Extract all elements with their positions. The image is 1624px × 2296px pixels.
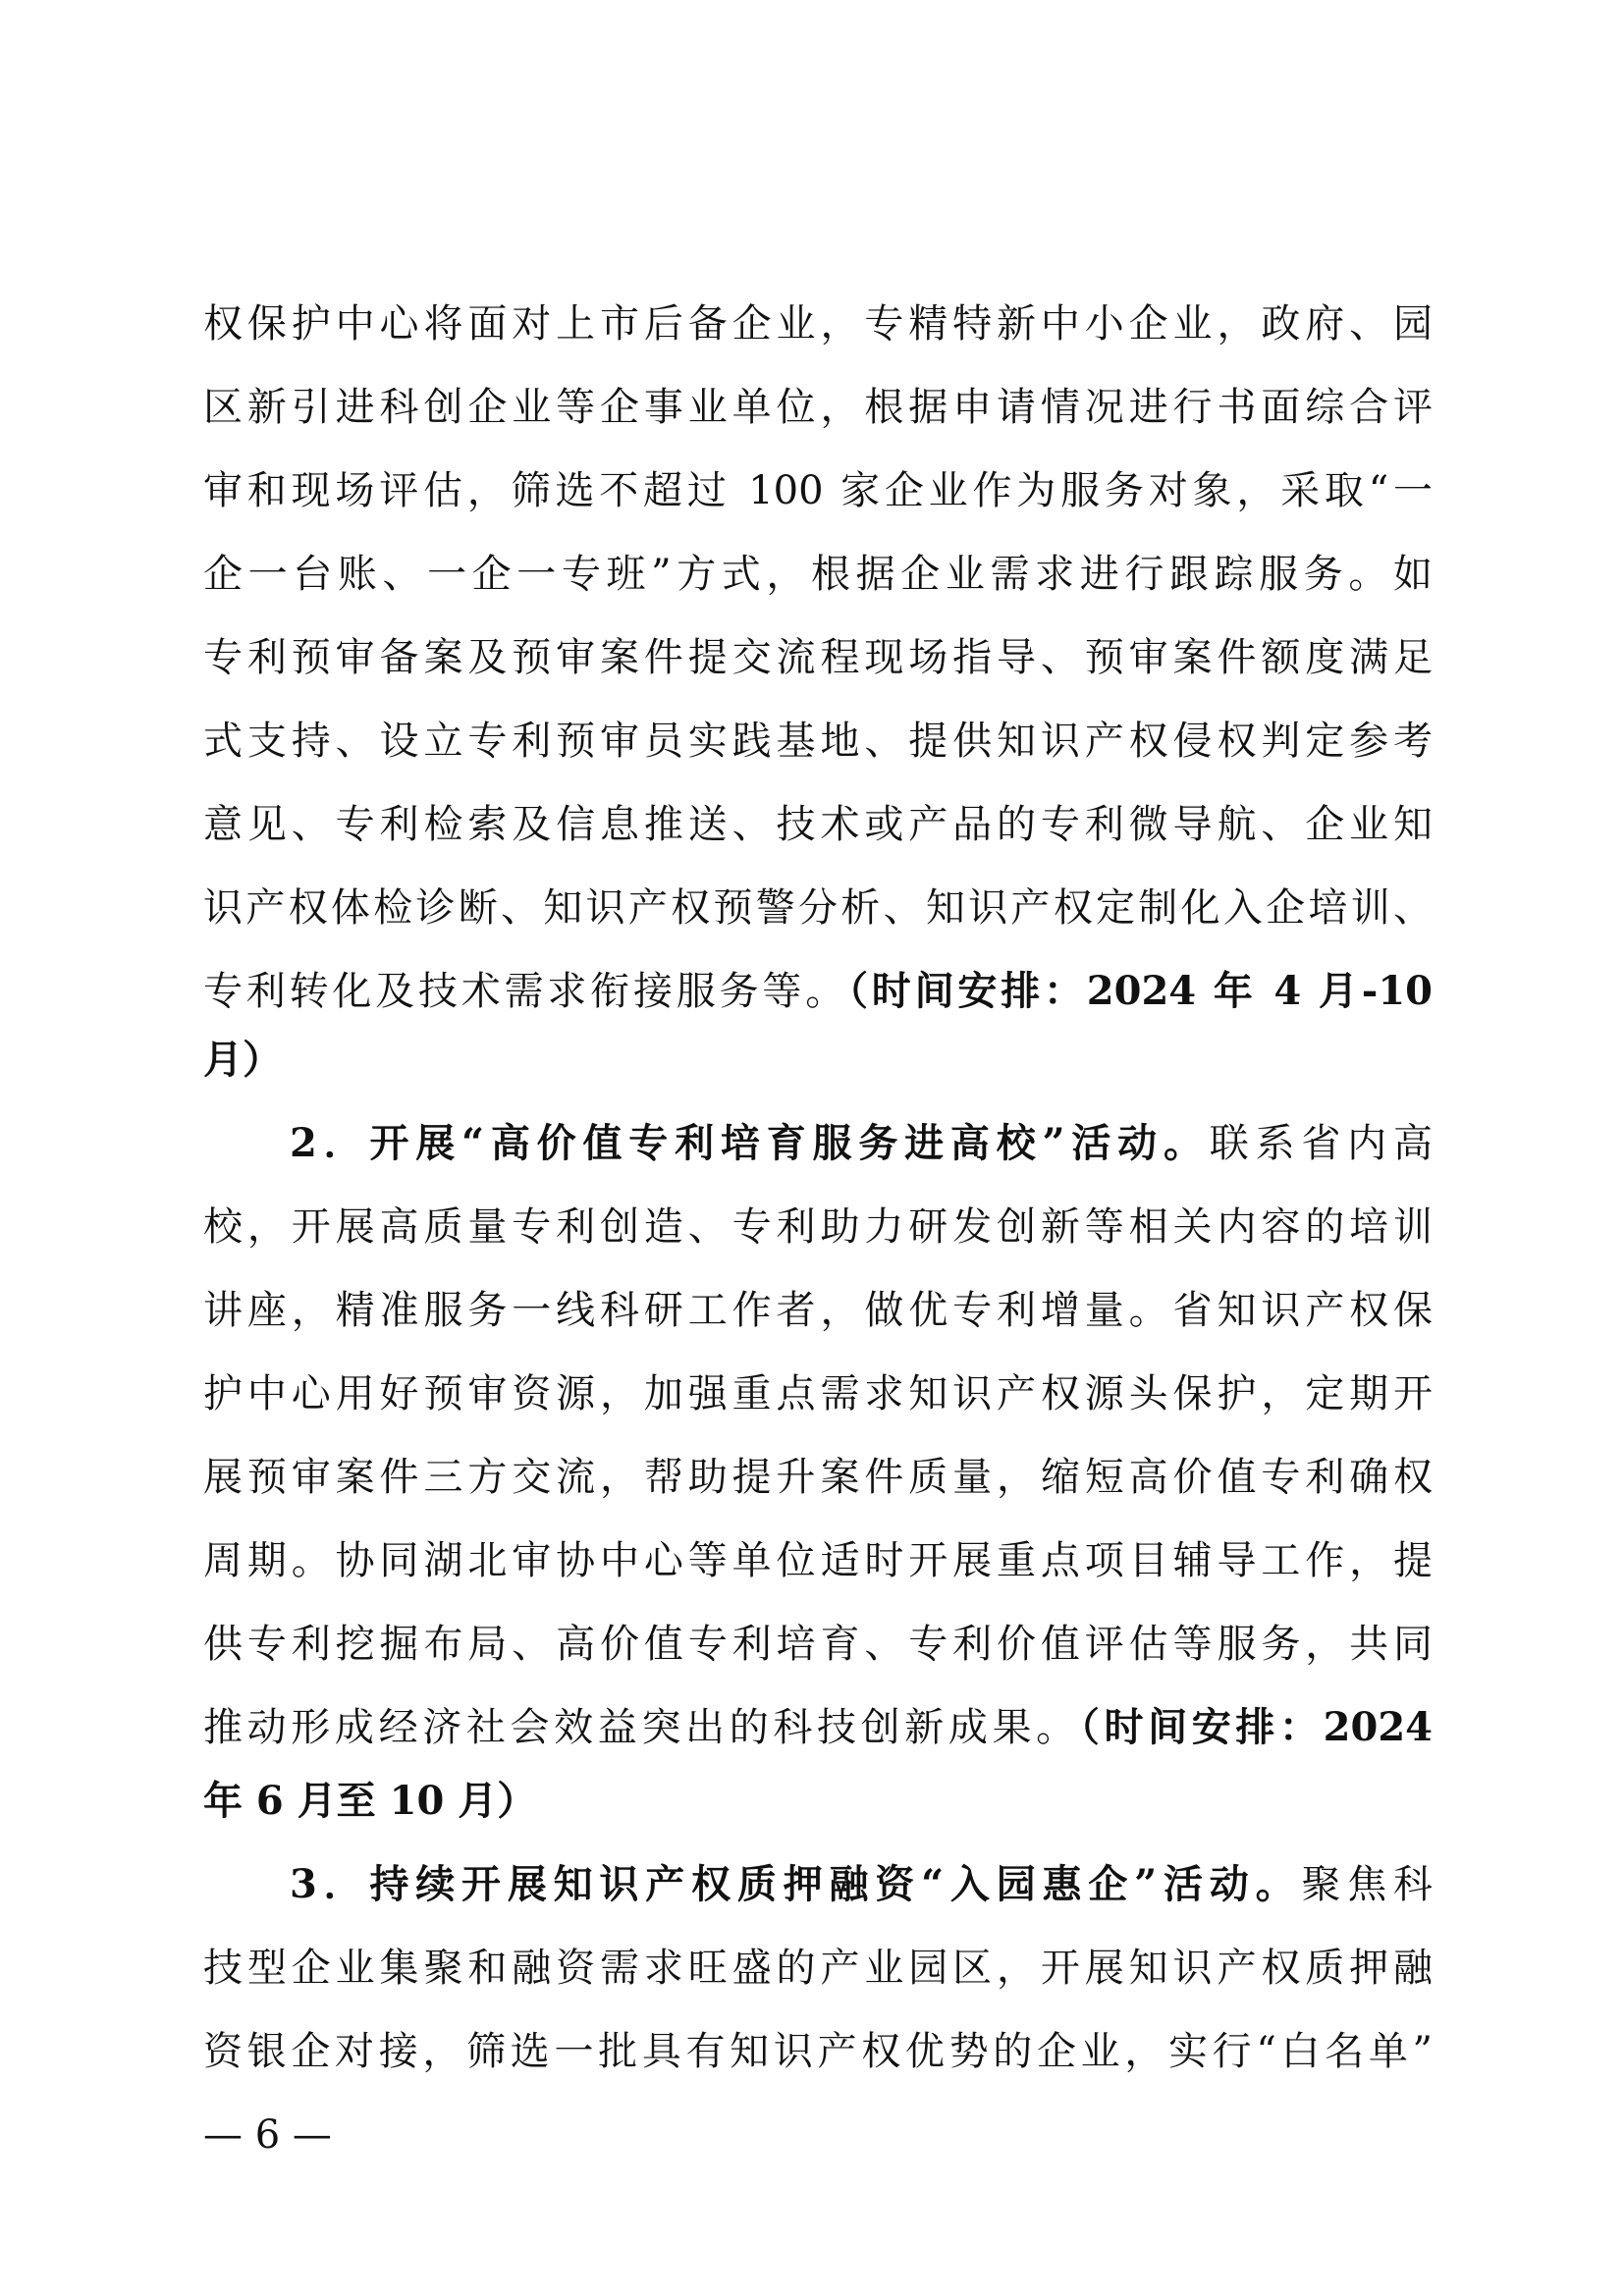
body-line (203, 1698, 1433, 1757)
body-line: 审和现场评估，筛选不超过 100 家企业作为服务对象，采取“一 (203, 468, 1433, 513)
body-line: 校，开展高质量专利创造、专利助力研发创新等相关内容的培训 (203, 1204, 1433, 1250)
body-line: 企一台账、一企一专班”方式，根据企业需求进行跟踪服务。如 (203, 552, 1433, 597)
body-line: 护中心用好预审资源，加强重点需求知识产权源头保护，定期开 (203, 1371, 1433, 1416)
section-heading-3: 3．持续开展知识产权质押融资“入园惠企”活动。 (290, 1861, 1302, 1907)
body-text: 推动形成经济社会效益突出的科技创新成果。 (203, 1705, 1080, 1750)
body-line: 周期。协同湖北审协中心等单位适时开展重点项目辅导工作，提 (203, 1538, 1433, 1583)
timeline-text: （时间安排：2024 (1079, 1704, 1434, 1750)
page-number: — 6 — (203, 2112, 332, 2158)
body-line (203, 962, 1433, 1021)
body-line: 专利预审备案及预审案件提交流程现场指导、预审案件额度满足 (203, 635, 1433, 680)
body-line (203, 1772, 1433, 1831)
section-heading-2: 2．开展“高价值专利培育服务进高校”活动。 (290, 1120, 1210, 1166)
timeline-text: 年 6 月至 10 月） (203, 1778, 537, 1824)
body-text: 专利转化及技术需求衔接服务等。 (203, 969, 848, 1014)
body-line: 识产权体检诊断、知识产权预警分析、知识产权定制化入企培训、 (203, 885, 1433, 931)
body-line: 展预审案件三方交流，帮助提升案件质量，缩短高价值专利确权 (203, 1455, 1433, 1500)
body-line: 技型企业集聚和融资需求旺盛的产业园区，开展知识产权质押融 (203, 1946, 1433, 1991)
timeline-text: （时间安排：2024 年 4 月-10 (848, 968, 1434, 1014)
body-line: 式支持、设立专利预审员实践基地、提供知识产权侵权判定参考 (203, 719, 1433, 764)
body-line: 权保护中心将面对上市后备企业，专精特新中小企业，政府、园 (203, 301, 1433, 347)
body-line: 讲座，精准服务一线科研工作者，做优专利增量。省知识产权保 (203, 1288, 1433, 1333)
body-line (203, 1031, 1433, 1090)
section-heading-line (290, 1114, 1433, 1173)
body-text: 聚焦科 (1301, 1862, 1434, 1907)
body-line: 意见、专利检索及信息推送、技术或产品的专利微导航、企业知 (203, 802, 1433, 847)
body-text: 联系省内高 (1209, 1121, 1433, 1166)
section-heading-line (290, 1855, 1433, 1914)
timeline-text: 月） (203, 1037, 282, 1083)
body-line: 资银企对接，筛选一批具有知识产权优势的企业，实行“白名单” (203, 2029, 1433, 2074)
body-line: 区新引进科创企业等企事业单位，根据申请情况进行书面综合评 (203, 385, 1433, 430)
body-line: 供专利挖掘布局、高价值专利培育、专利价值评估等服务，共同 (203, 1622, 1433, 1667)
